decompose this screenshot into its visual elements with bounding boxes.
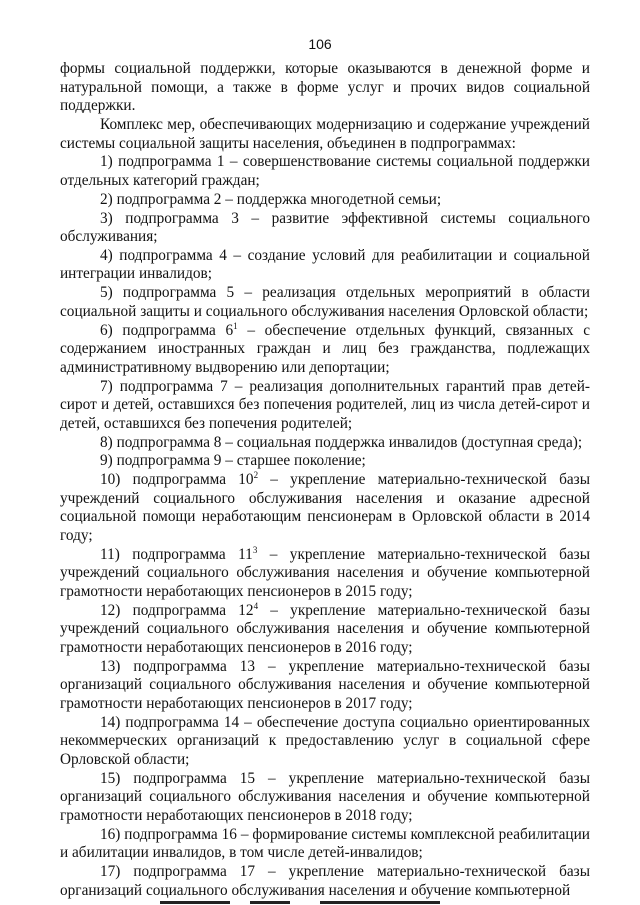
list-item-text: – обеспечение отдельных функций, связанных с содержанием иностранных граждан и лиц без гражданства, подлежащих административному выдворению или депортации; bbox=[60, 321, 590, 376]
list-item bbox=[60, 602, 590, 658]
list-item-text: – укрепление материально-технической базы учреждений социального обслуживания населения и обучение компьютерной грамотности неработающих пенсионеров в 2015 году; bbox=[60, 545, 590, 600]
footnote-mark: 1 bbox=[233, 320, 238, 331]
paragraph: Комплекс мер, обеспечивающих модернизацию и содержание учреждений системы социальной защиты населения, объединен в подпрограммах: bbox=[60, 115, 590, 152]
list-item: 4) подпрограмма 4 – создание условий для реабилитации и социальной интеграции инвалидов; bbox=[60, 246, 590, 283]
list-item-text: 10) подпрограмма 10 bbox=[100, 471, 254, 489]
list-item bbox=[60, 471, 590, 545]
footnote-mark: 4 bbox=[253, 600, 259, 611]
list-item bbox=[60, 546, 590, 602]
list-item: 14) подпрограмма 14 – обеспечение доступа социально ориентированных некоммерческих организаций к предоставлению услуг в социальной сфере Орловской области; bbox=[60, 713, 590, 768]
scan-edge-mark bbox=[0, 901, 640, 905]
list-item: 8) подпрограмма 8 – социальная поддержка инвалидов (доступная среда); bbox=[100, 433, 583, 451]
list-item-text: 11) подпрограмма 11 bbox=[100, 545, 253, 563]
list-item: 5) подпрограмма 5 – реализация отдельных мероприятий в области социальной защиты и социального обслуживания населения Орловской области; bbox=[60, 284, 590, 320]
footnote-mark: 2 bbox=[253, 470, 259, 481]
document-body bbox=[60, 60, 590, 900]
footnote-mark: 3 bbox=[252, 544, 258, 555]
list-item: 3) подпрограмма 3 – развитие эффективной системы социального обслуживания; bbox=[60, 209, 590, 246]
list-item bbox=[60, 322, 590, 378]
list-item: 13) подпрограмма 13 – укрепление материально-технической базы организаций социального обслуживания населения и обучение компьютерной грамотности неработающих пенсионеров в 2017 году; bbox=[60, 657, 590, 712]
list-item: 7) подпрограмма 7 – реализация дополнительных гарантий прав детей-сирот и детей, оставшихся без попечения родителей, лиц из числа детей-сирот и детей, оставшихся без попечения родителей; bbox=[60, 377, 590, 432]
list-item: 2) подпрограмма 2 – поддержка многодетной семьи; bbox=[100, 190, 442, 208]
list-item: 15) подпрограмма 15 – укрепление материально-технической базы организаций социального обслуживания населения и обучение компьютерной грамотности неработающих пенсионеров в 2018 году; bbox=[60, 769, 590, 824]
list-item: 16) подпрограмма 16 – формирование системы комплексной реабилитации и абилитации инвалидов, в том числе детей-инвалидов; bbox=[60, 825, 590, 862]
list-item-text: 12) подпрограмма 12 bbox=[100, 601, 254, 619]
list-item-text: – укрепление материально-технической базы учреждений социального обслуживания населения и обучение компьютерной грамотности неработающих пенсионеров в 2016 году; bbox=[60, 601, 590, 656]
paragraph: формы социальной поддержки, которые оказываются в денежной форме и натуральной помощи, а также в форме услуг и прочих видов социальной поддержки. bbox=[60, 60, 590, 115]
list-item-text: 6) подпрограмма 6 bbox=[100, 321, 234, 339]
page-number: 106 bbox=[308, 36, 332, 52]
list-item-text: – укрепление материально-технической базы учреждений социального обслуживания населения и оказание адресной социальной помощи неработающим пенсионерам в Орловской области в 2014 году; bbox=[60, 471, 590, 544]
list-item: 9) подпрограмма 9 – старшее поколение; bbox=[100, 452, 366, 470]
list-item: 1) подпрограмма 1 – совершенствование системы социальной поддержки отдельных категорий граждан; bbox=[60, 153, 590, 189]
list-item: 17) подпрограмма 17 – укрепление материально-технической базы организаций социального обслуживания населения и обучение компьютерной bbox=[60, 862, 590, 899]
